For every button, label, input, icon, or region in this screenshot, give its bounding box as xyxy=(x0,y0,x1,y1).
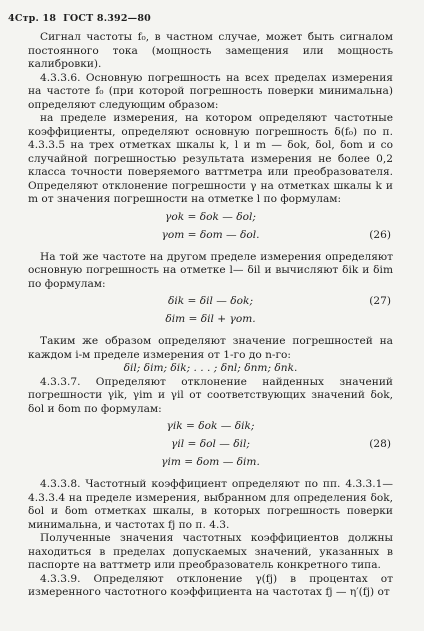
paragraph-4-3-3-6: 4.3.3.6. Основную погрешность на всех пределах измерения на частоте f₀ (при которой погрешность поверки минимальна) определяют следующим образом: xyxy=(28,71,393,111)
page-number: Стр. 18 xyxy=(14,13,57,24)
formula-number-26: (26) xyxy=(369,228,391,241)
page-body xyxy=(28,31,393,600)
list-of-errors: δil; δim; δik; . . . ; δnl; δnm; δnk. xyxy=(123,362,298,374)
formula-number-28: (28) xyxy=(369,438,391,450)
paragraph-4-3-3-7: 4.3.3.7. Определяют отклонение найденных значений погрешности γik, γim и γil от соответствующих значений δok, δol и δom по формулам: xyxy=(28,375,393,415)
paragraph-each-limit: Таким же образом определяют значение погрешностей на каждом i-м пределе измерения от 1-го до n-го: xyxy=(28,335,393,361)
formula-26-line-1: γok = δok — δol; xyxy=(165,210,256,223)
paragraph-signal-frequency: Сигнал частоты f₀, в частном случае, может быть сигналом постоянного тока (мощность замещения или мощность калибровки). xyxy=(28,31,393,70)
formula-28-line-1: γik = δok — δik; xyxy=(166,420,255,432)
formula-27-line-2: δim = δil + γom. xyxy=(165,313,256,325)
paragraph-4-3-3-9: 4.3.3.9. Определяют отклонение γ(fj) в процентах от измеренного частотного коэффициента на частотах fj — η′(fj) от xyxy=(28,572,393,598)
formula-28-line-2: γil = δol — δil; (28) xyxy=(171,438,391,450)
formula-26-line-2: γom = δom — δol. (26) xyxy=(161,228,391,241)
paragraph-4-3-3-8: 4.3.3.8. Частотный коэффициент определяют по пп. 4.3.3.1—4.3.3.4 на пределе измерения, выбранном для определения δok, δol и δom отметках шкалы, в которых погрешность поверки минимальна, и частотах fj по п. 4.3. xyxy=(28,478,393,531)
standard-code: ГОСТ 8.392—80 xyxy=(63,13,151,24)
header-prefix: 4 xyxy=(8,13,15,24)
paragraph-other-limit: На той же частоте на другом пределе измерения определяют основную погрешность на отметке l— δil и вычисляют δik и δim по формулам: xyxy=(28,250,393,290)
paragraph-measurement-limit: на пределе измерения, на котором определяют частотные коэффициенты, определяют основную погрешность δ(f₀) по п. 4.3.3.5 на трех отметках шкалы k, l и m — δok, δol, δom и со случайной погрешностью результата измерения не более 0,2 класса точности поверяемого ваттметра или преобразователя. Определяют отклонение погрешности γ на отметках шкалы k и m от значения погрешности на отметке l по формулам: xyxy=(28,112,393,205)
formula-28-line-3: γim = δom — δim. xyxy=(161,456,260,468)
formula-number-27: (27) xyxy=(369,295,391,307)
paragraph-coefficients-limits: Полученные значения частотных коэффициентов должны находиться в пределах допускаемых значений, указанных в паспорте на ваттметр или преобразователь конкретного типа. xyxy=(28,532,393,571)
page-header xyxy=(8,13,151,24)
formula-27-line-1: δik = δil — δok; (27) xyxy=(167,295,391,307)
